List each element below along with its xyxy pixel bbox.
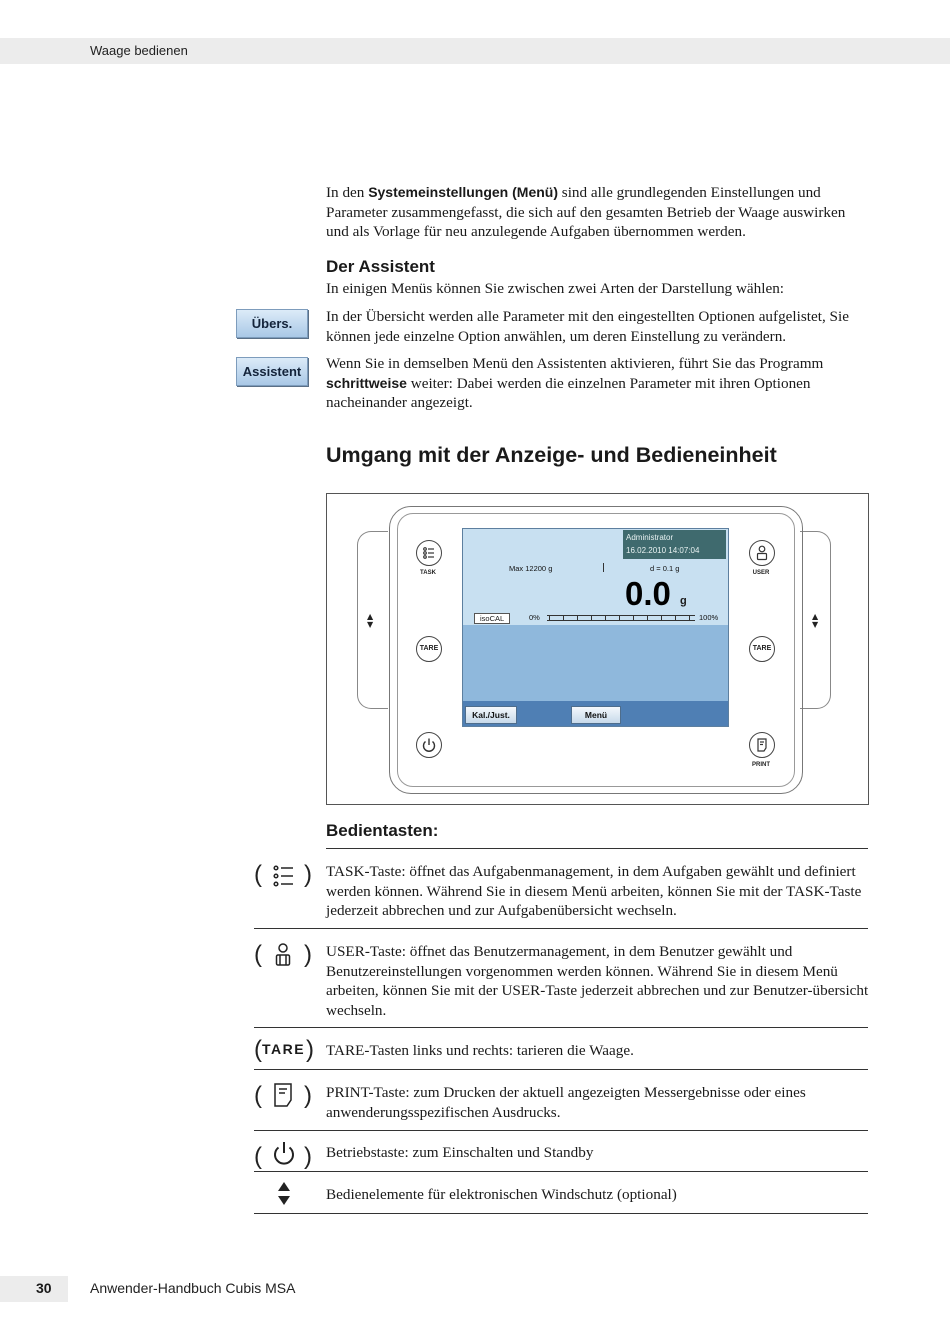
- readability: d = 0.1 g: [650, 564, 680, 573]
- rule: [326, 848, 868, 849]
- footer-title: Anwender-Handbuch Cubis MSA: [90, 1280, 296, 1296]
- assistant-text: [326, 354, 871, 413]
- user-key-icon: [749, 540, 775, 566]
- tare-key-right: TARE: [749, 636, 775, 662]
- print-key-label: PRINT: [752, 762, 770, 768]
- datetime: 16.02.2010 14:07:04: [626, 546, 700, 555]
- paren-close: ): [304, 1082, 312, 1109]
- rule: [254, 1069, 868, 1070]
- assistant-lead: In einigen Menüs können Sie zwischen zwei Arten der Darstellung wählen:: [326, 280, 785, 297]
- user-name: Administrator: [626, 533, 674, 542]
- header-bar: [0, 38, 950, 64]
- windshield-arrows-icon: [277, 1181, 291, 1207]
- paren-close: ): [306, 1036, 314, 1063]
- assistant-heading: Der Assistent: [326, 257, 435, 276]
- paren-close: ): [304, 1143, 312, 1170]
- print-icon: [273, 1082, 293, 1108]
- capacity-bar: [547, 615, 695, 621]
- power-key-description: Betriebstaste: zum Einschalten und Standby: [326, 1144, 594, 1161]
- paren-open: (: [254, 861, 262, 888]
- rule: [254, 1130, 868, 1131]
- paren-close: ): [304, 861, 312, 888]
- isocal-indicator: isoCAL: [474, 613, 510, 624]
- power-icon: [270, 1140, 298, 1168]
- user-key-label: USER: [752, 570, 770, 576]
- menu-button: Menü: [571, 706, 621, 724]
- rule: [254, 1027, 868, 1028]
- rule: [254, 928, 868, 929]
- overview-button-image: Übers.: [236, 309, 308, 338]
- rule: [254, 1213, 868, 1214]
- weight-reading: 0.0: [625, 575, 671, 612]
- task-icon: [272, 864, 294, 888]
- tare-icon-label: TARE: [262, 1041, 306, 1057]
- task-key-label: TASK: [420, 570, 436, 576]
- assistant-text-pre: Wenn Sie in demselben Menü den Assistenten aktivieren, führt Sie das Programm: [326, 355, 824, 372]
- max-capacity: Max 12200 g: [509, 564, 553, 573]
- bar-min-label: 0%: [529, 613, 540, 622]
- weight-unit: g: [680, 595, 687, 607]
- device-screen: [462, 528, 729, 727]
- paren-open: (: [254, 1036, 262, 1063]
- user-icon: [272, 942, 294, 968]
- section-title: Umgang mit der Anzeige- und Bedieneinheit: [326, 443, 777, 467]
- print-key-description: PRINT-Taste: zum Drucken der aktuell angezeigten Messergebnisse oder eines anwenderungsspezifischen Ausdrucks.: [326, 1084, 806, 1121]
- divider: [603, 563, 604, 572]
- task-key-description: TASK-Taste: öffnet das Aufgabenmanagement, in dem Aufgaben gewählt und definiert werden können. Während Sie in diesem Menü arbeiten, können Sie mit der TASK-Taste jederzeit abbrechen und zur Aufgabenübersicht wechseln.: [326, 863, 862, 919]
- assistant-text-post: weiter: Dabei werden die einzelnen Parameter mit ihren Optionen nacheinander angezeigt.: [326, 374, 811, 411]
- intro-paragraph: [326, 183, 871, 242]
- header-section-title: Waage bedienen: [90, 43, 188, 58]
- intro-pre: In den: [326, 184, 369, 201]
- windshield-arrows-icon-right: ▲ ▼: [812, 612, 819, 629]
- assistant-button-image: Assistent: [236, 357, 308, 386]
- device-figure: [326, 493, 869, 805]
- keys-heading: Bedientasten:: [326, 821, 439, 840]
- paren-close: ): [304, 941, 312, 968]
- print-key-icon: [749, 732, 775, 758]
- assistant-text-bold: schrittweise: [326, 374, 407, 391]
- paren-open: (: [254, 1082, 262, 1109]
- user-info-panel: [623, 530, 726, 559]
- calibration-button: Kal./Just.: [465, 706, 517, 724]
- rule: [254, 1171, 868, 1172]
- bar-max-label: 100%: [699, 613, 719, 622]
- tare-key-description: TARE-Tasten links und rechts: tarieren die Waage.: [326, 1042, 634, 1059]
- power-key-icon: [416, 732, 442, 758]
- windshield-arrows-icon-left: ▲ ▼: [367, 612, 374, 629]
- task-key-icon: [416, 540, 442, 566]
- paren-open: (: [254, 941, 262, 968]
- page-number: 30: [36, 1280, 52, 1296]
- paren-open: (: [254, 1143, 262, 1170]
- windshield-description: Bedienelemente für elektronischen Windschutz (optional): [326, 1186, 677, 1203]
- intro-bold: Systemeinstellungen (Menü): [368, 184, 558, 200]
- intro-post: sind alle grundlegenden Einstellungen und Parameter zusammengefasst, die sich auf den gesamten Betrieb der Waage auswirken und als Vorlage für neu anzulegende Aufgaben übernommen werden.: [326, 184, 846, 240]
- overview-text: In der Übersicht werden alle Parameter mit den eingestellten Optionen aufgelistet, Sie können jede einzelne Option anwählen, um deren Einstellung zu verändern.: [326, 308, 849, 345]
- page-number-box: [0, 1276, 68, 1302]
- user-key-description: USER-Taste: öffnet das Benutzermanagement, in dem Benutzer gewählt und Benutzereinstellungen vorgenommen werden können. Während Sie in diesem Menü arbeiten, können Sie mit der USER-Taste jederzeit abbrechen und zur Benutzer-übersicht wechseln.: [326, 943, 869, 1019]
- tare-key-left: TARE: [416, 636, 442, 662]
